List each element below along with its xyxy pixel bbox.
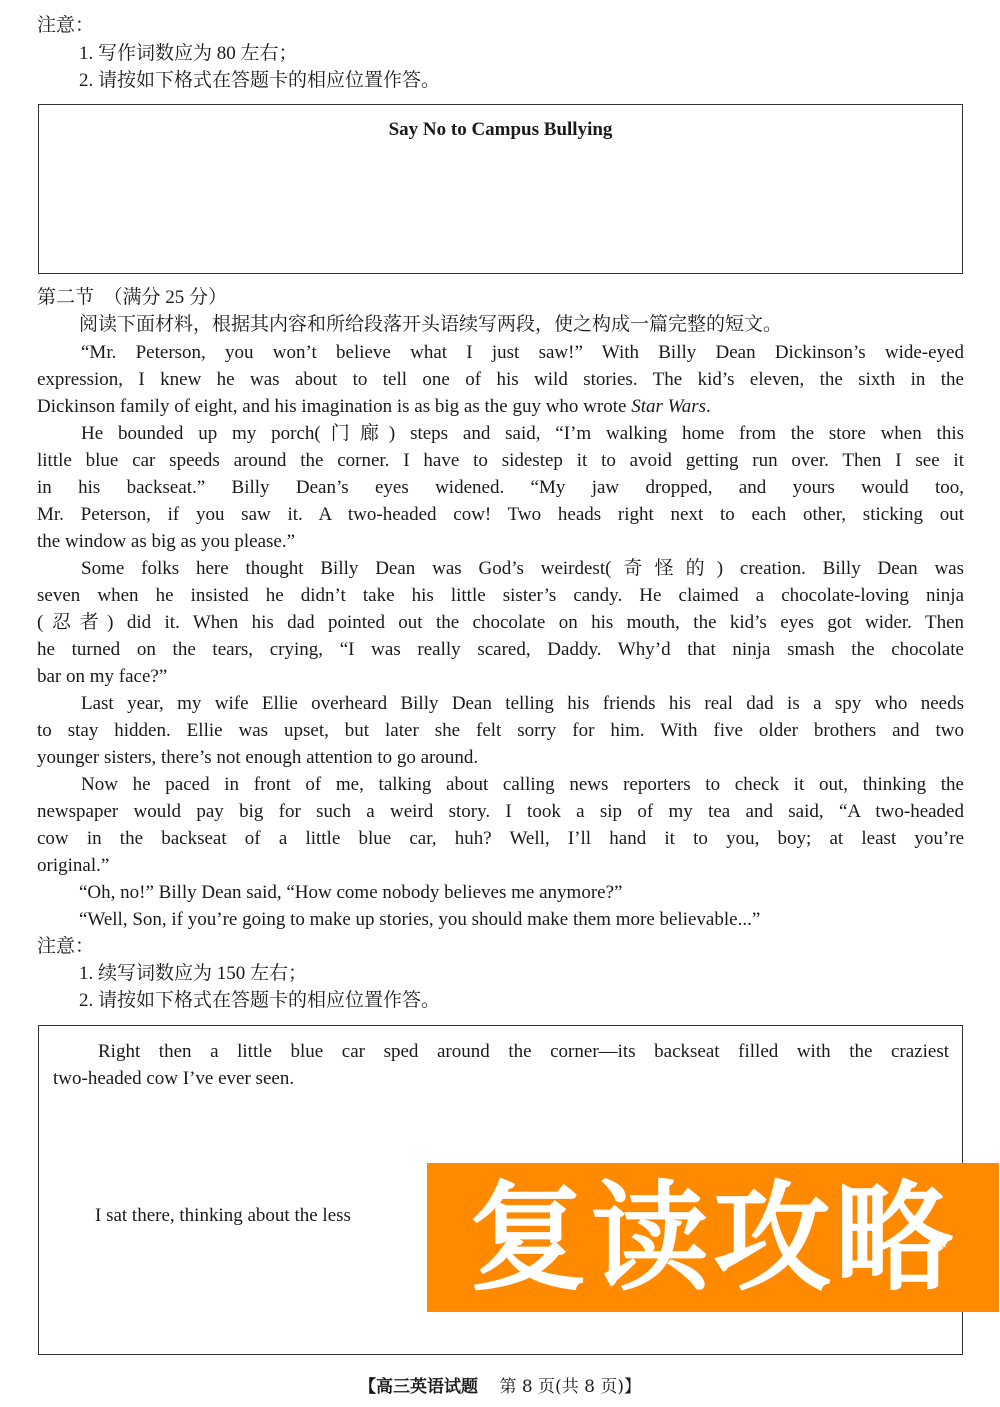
footer-page-number: 第 8 页(共 8 页)】	[499, 1377, 641, 1397]
passage-paragraph-2: He bounded up my porch(门廊) steps and said, “I’m walking home from the store when this little blue car speeds around the corner. I have to sidestep it to avoid getting run over. Then I see it in his backseat.” Billy Dean’s eyes widened. “My jaw dropped, and yours would too, Mr. Peterson, if you saw it. A two-headed cow! Two heads right next to each other, sticking out the window as big as you please.”	[37, 423, 964, 553]
continuation-opening-2: I sat there, thinking about the less	[95, 1205, 351, 1226]
passage-paragraph-4: Last year, my wife Ellie overheard Billy Dean telling his friends his real dad is a spy who needs to stay hidden. Ellie was upset, but later she felt sorry for him. With five older brothers and two younger sisters, there’s not enough attention to go around.	[37, 693, 964, 769]
watermark-banner	[427, 1163, 999, 1312]
footer-exam-title: 【高三英语试题	[359, 1377, 479, 1397]
notes-heading: 注意：	[37, 15, 95, 36]
essay-title: Say No to Campus Bullying	[388, 119, 613, 140]
note-item-format-2: 2. 请按如下格式在答题卡的相应位置作答。	[79, 990, 441, 1011]
section-instruction: 阅读下面材料，根据其内容和所给段落开头语续写两段，使之构成一篇完整的短文。	[79, 314, 783, 335]
notes-heading-2: 注意：	[37, 936, 95, 957]
watermark-text: 复读攻略	[468, 1168, 957, 1307]
passage-paragraph-3: Some folks here thought Billy Dean was God’s weirdest(奇怪的) creation. Billy Dean was seven when he insisted he didn’t take his little sister’s candy. He claimed a chocolate-loving ninja (忍者) did it. When his dad pointed out the chocolate on his mouth, the kid’s eyes got wider. Then he turned on the tears, crying, “I was really scared, Daddy. Why’d that ninja smash the chocolate bar on my face?”	[37, 558, 964, 688]
passage-paragraph-6: “Oh, no!” Billy Dean said, “How come nobody believes me anymore?”	[79, 882, 623, 903]
note-item-word-count: 1. 写作词数应为 80 左右；	[79, 43, 298, 64]
answer-box-essay	[38, 104, 963, 274]
note-item-word-count-2: 1. 续写词数应为 150 左右；	[79, 963, 308, 984]
page-footer	[0, 1372, 1000, 1397]
section-title: 第二节 （满分 25 分）	[37, 287, 228, 308]
passage-paragraph-1: “Mr. Peterson, you won’t believe what I just saw!” With Billy Dean Dickinson’s wide-eyed expression, I knew he was about to tell one of his wild stories. The kid’s eleven, the sixth in the Dickinson family of eight, and his imagination is as big as the guy who wrote Star Wars.	[37, 342, 964, 418]
passage-paragraph-5: Now he paced in front of me, talking about calling news reporters to check it out, thinking the newspaper would pay big for such a weird story. I took a sip of my tea and said, “A two-headed cow in the backseat of a little blue car, huh? Well, I’ll hand it to you, boy; at least you’re original.”	[37, 774, 964, 877]
continuation-opening-1: Right then a little blue car sped around the corner—its backseat filled with the craziest two-headed cow I’ve ever seen.	[53, 1041, 949, 1089]
passage-paragraph-7: “Well, Son, if you’re going to make up stories, you should make them more believable...”	[79, 909, 761, 930]
note-item-format: 2. 请按如下格式在答题卡的相应位置作答。	[79, 70, 441, 91]
book-title-star-wars: Star Wars	[631, 396, 706, 418]
